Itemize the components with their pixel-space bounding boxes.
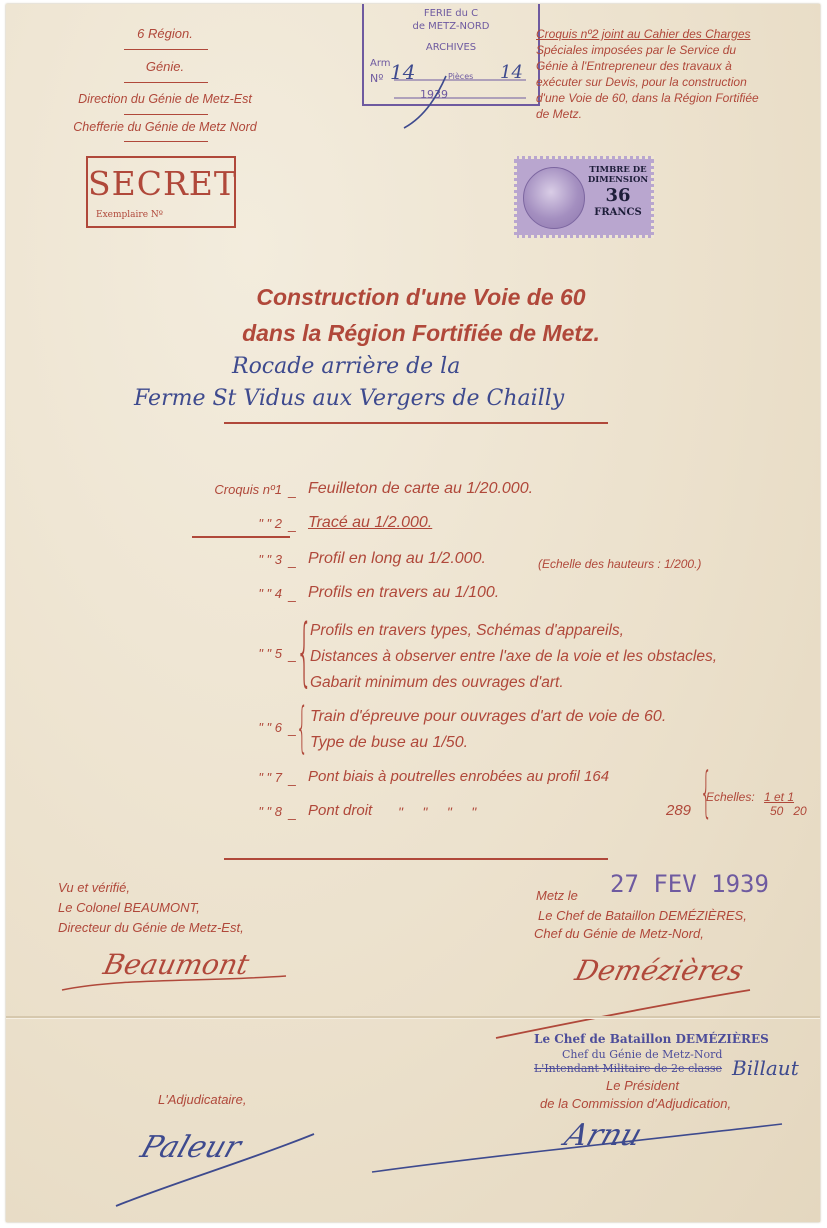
archive-year: 1939	[420, 88, 448, 101]
right-sign-date: 27 FEV 1939	[610, 870, 769, 898]
exemplaire-label: Exemplaire Nº	[96, 210, 163, 220]
president-signature-stroke	[368, 1112, 788, 1178]
brace-scales: {	[700, 765, 713, 828]
adjudicataire-signature-stroke	[110, 1124, 320, 1210]
croquis-header-line: de Metz.	[536, 107, 583, 121]
croquis-item-5-line: Distances à observer entre l'axe de la voie et les obstacles,	[310, 648, 718, 665]
list-dash: _	[288, 516, 296, 532]
document-sheet	[6, 4, 820, 1222]
timbre-amount: 36	[605, 185, 631, 206]
croquis-item-8-profile: 289	[666, 802, 692, 819]
archive-line1: FERIE du C	[423, 8, 479, 19]
croquis-header-line: Spéciales imposées par le Service du	[536, 43, 737, 57]
croquis-header	[536, 26, 818, 122]
croquis-header-line: exécuter sur Devis, pour la construction	[536, 75, 747, 89]
left-sign-line2: Le Colonel BEAUMONT,	[58, 900, 200, 915]
list-dash: _	[288, 482, 296, 498]
lower-stamp-line2: Chef du Génie de Metz-Nord	[562, 1048, 723, 1061]
croquis-label-7: " " 7	[258, 770, 282, 785]
croquis-label-4: " " 4	[258, 586, 282, 601]
left-signature: Beaumont	[100, 948, 253, 981]
revenue-stamp	[514, 156, 654, 238]
marianne-medallion-icon	[523, 167, 585, 229]
lower-stamp-line1: Le Chef de Bataillon DEMÉZIÈRES	[534, 1032, 769, 1046]
croquis-label-2: " " 2	[258, 516, 282, 531]
archive-pieces-value: 14	[500, 62, 523, 83]
title-line2: dans la Région Fortifiée de Metz.	[242, 320, 600, 346]
croquis-item-8: Pont droit	[308, 802, 373, 819]
scale-note-value: 1 et 1	[764, 790, 795, 804]
timbre-currency: FRANCS	[594, 207, 642, 218]
brace-6: {	[296, 696, 309, 759]
list-dash: _	[288, 804, 296, 820]
archive-arm-label: Arm	[370, 58, 391, 69]
lower-commission: de la Commission d'Adjudication,	[540, 1096, 732, 1111]
header-direction: Direction du Génie de Metz-Est	[78, 92, 252, 106]
croquis-label-3: " " 3	[258, 552, 282, 567]
paper-fold	[6, 1016, 820, 1019]
title-handwritten1: Rocade arrière de la	[232, 354, 461, 379]
section-rule	[224, 858, 608, 860]
scale-note-label: Echelles:	[706, 790, 755, 804]
croquis-item-5-line: Profils en travers types, Schémas d'appareils,	[310, 622, 624, 639]
croquis-item-6-line: Type de buse au 1/50.	[310, 734, 469, 751]
right-sign-line2: Chef du Génie de Metz-Nord,	[534, 926, 704, 941]
croquis-item-1: Feuilleton de carte au 1/20.000.	[308, 480, 534, 497]
header-region: 6 Région.	[137, 26, 193, 41]
list-dash: _	[288, 552, 296, 568]
lower-adjudicataire: L'Adjudicataire,	[158, 1092, 247, 1107]
lower-president: Le Président	[606, 1078, 679, 1093]
croquis-item-6-line: Train d'épreuve pour ouvrages d'art de voie de 60.	[310, 708, 667, 725]
croquis-item-8-ditto: " " " "	[398, 804, 477, 820]
left-sign-line1: Vu et vérifié,	[58, 880, 131, 895]
header-underline	[124, 82, 208, 83]
timbre-line1: TIMBRE DE	[589, 165, 647, 175]
list-dash: _	[288, 770, 296, 786]
label-underline	[192, 536, 290, 538]
header-genie: Génie.	[145, 59, 185, 74]
croquis-item-3: Profil en long au 1/2.000.	[308, 550, 486, 567]
croquis-label-5: " " 5	[258, 646, 282, 661]
lower-intendant: L'Intendant Militaire de 2e classe	[534, 1062, 723, 1075]
left-sign-line3: Directeur du Génie de Metz-Est,	[58, 920, 244, 935]
header-underline	[124, 114, 208, 115]
croquis-label-6: " " 6	[258, 720, 282, 735]
archive-pieces-label: Pièces	[448, 72, 474, 81]
header-underline	[124, 49, 208, 50]
left-signature-underline	[60, 972, 290, 996]
header-underline	[124, 141, 208, 142]
list-dash: _	[288, 720, 296, 736]
croquis-header-line: Génie à l'Entrepreneur des travaux à	[536, 59, 732, 73]
brace-5: {	[296, 609, 313, 695]
president-signature: Arnu	[560, 1118, 647, 1153]
croquis-item-7: Pont biais à poutrelles enrobées au profil 164	[308, 768, 610, 785]
title-line1: Construction d'une Voie de 60	[256, 284, 586, 310]
archive-number-label: Nº	[370, 72, 384, 85]
secret-stamp	[86, 156, 236, 228]
adjudicataire-signature: Paleur	[136, 1130, 246, 1165]
croquis-item-3-note: (Echelle des hauteurs : 1/200.)	[538, 557, 702, 571]
secret-label: SECRET	[88, 164, 237, 203]
croquis-header-line: d'une Voie de 60, dans la Région Fortifiée	[536, 91, 759, 105]
archive-number-value: 14	[390, 60, 416, 84]
croquis-label-8: " " 8	[258, 804, 282, 819]
lower-intendant-hand: Billaut	[732, 1056, 799, 1080]
right-signature: Demézières	[571, 954, 747, 987]
croquis-item-5-line: Gabarit minimum des ouvrages d'art.	[310, 674, 564, 691]
archive-line3: ARCHIVES	[425, 42, 477, 53]
list-dash: _	[288, 586, 296, 602]
right-sign-place: Metz le	[536, 888, 578, 903]
archive-handwriting-stroke	[386, 64, 506, 134]
croquis-label-1: Croquis nº1	[214, 482, 282, 497]
title-rule	[224, 422, 608, 424]
croquis-item-4: Profils en travers au 1/100.	[308, 584, 500, 601]
title-handwritten2: Ferme St Vidus aux Vergers de Chailly	[134, 386, 565, 411]
scale-note-denominators: 50 20	[770, 804, 807, 818]
revenue-stamp-text	[583, 165, 653, 219]
archive-line2: de METZ-NORD	[412, 21, 490, 32]
timbre-line2: DIMENSION	[587, 175, 649, 185]
croquis-item-2: Tracé au 1/2.000.	[308, 514, 433, 531]
croquis-header-line: Croquis nº2 joint au Cahier des Charges	[536, 27, 751, 41]
header-chefferie: Chefferie du Génie de Metz Nord	[73, 120, 257, 134]
right-sign-line1: Le Chef de Bataillon DEMÉZIÈRES,	[538, 908, 747, 923]
list-dash: _	[288, 646, 296, 662]
